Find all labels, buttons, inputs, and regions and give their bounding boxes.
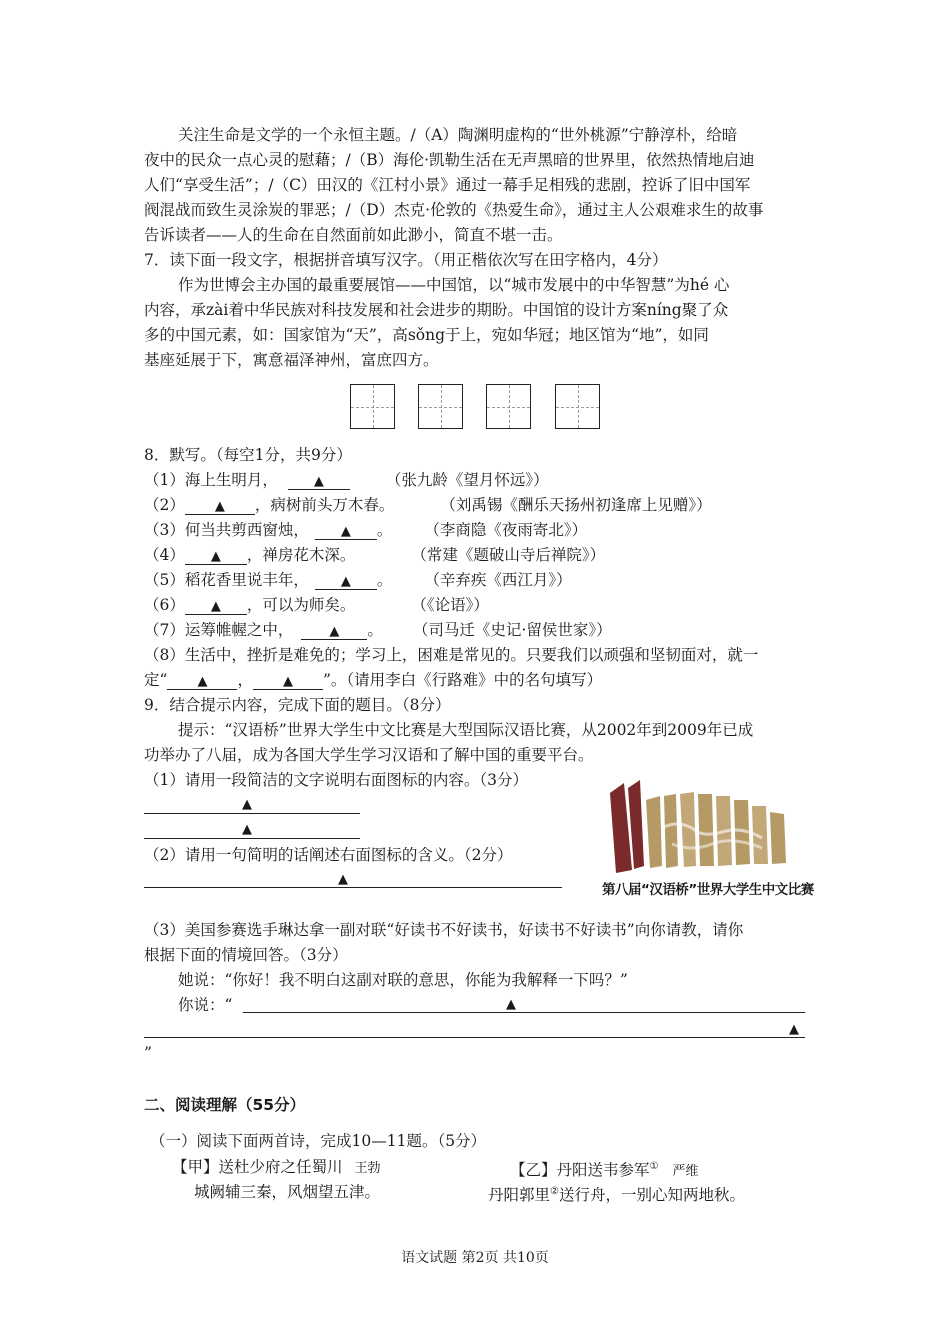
q7-line-1: 作为世博会主办国的最重要展馆——中国馆，以“城市发展中的中华智慧”为hé 心 (178, 276, 730, 294)
q9-sub-1: （1）请用一段简洁的文字说明右面图标的内容。（3分） (144, 771, 528, 789)
q8-item-7: （7）运筹帷幄之中， ▲ 。 （司马迁《史记·留侯世家》） (144, 621, 612, 639)
hanyuqiao-logo (602, 778, 812, 903)
item-number: （2） (144, 496, 185, 514)
answer-line[interactable] (144, 1037, 805, 1038)
q9-sub-3-line-2: 根据下面的情境回答。（3分） (144, 946, 348, 964)
answer-blank[interactable]: ▲ (301, 621, 367, 640)
q9-hint-line-2: 功举办了八届，成为各国大学生学习汉语和了解中国的重要平台。 (144, 746, 594, 764)
q9-you-said: 你说：“ (178, 996, 233, 1014)
section-2-part-1: （一）阅读下面两首诗，完成10—11题。（5分） (150, 1132, 487, 1150)
poem-a-line: 城阙辅三秦，风烟望五津。 (194, 1183, 381, 1201)
q6-line-4: 阀混战而致生灵涂炭的罪恶；/（D）杰克·伦敦的《热爱生命》，通过主人公艰难求生的故事 (144, 201, 764, 219)
answer-mark: ▲ (506, 997, 516, 1012)
item-number: （3） (144, 521, 185, 539)
item-number: （5） (144, 571, 185, 589)
poem-a-title: 【甲】送杜少府之任蜀川 王勃 (172, 1158, 381, 1176)
answer-line[interactable] (243, 1012, 805, 1013)
answer-blank[interactable]: ▲ (288, 471, 350, 490)
tianzige-box-3[interactable] (486, 384, 531, 429)
answer-blank[interactable]: ▲ (185, 546, 247, 565)
answer-line[interactable] (144, 813, 360, 814)
q8-title: 8．默写。（每空1分，共9分） (144, 446, 352, 464)
tianzige-box-4[interactable] (555, 384, 600, 429)
close-quote: ” (144, 1044, 152, 1062)
poem-a-author: 王勃 (354, 1161, 381, 1176)
q8-item-2: （2） ▲ ，病树前头万木春。 （刘禹锡《酬乐天扬州初逢席上见赠》） (144, 496, 712, 514)
q8-item-8-line-1: （8）生活中，挫折是难免的；学习上，困难是常见的。只要我们以顽强和坚韧面对，就一 (144, 646, 759, 664)
item-source: （辛弃疾《西江月》） (424, 571, 572, 589)
poem-b-title: 【乙】丹阳送韦参军① 严维 (510, 1161, 699, 1180)
item-source: （司马迁《史记·留侯世家》） (412, 621, 612, 639)
q9-sub-3-line-1: （3）美国参赛选手琳达拿一副对联“好读书不好读书，好读书不好读书”向你请教，请你 (144, 921, 744, 939)
q8-item-6: （6） ▲ ，可以为师矣。 （《论语》） (144, 596, 489, 614)
q8-item-1 (144, 469, 549, 491)
q8-item-3: （3）何当共剪西窗烛， ▲ 。 （李商隐《夜雨寄北》） (144, 521, 588, 539)
tianzige-box-1[interactable] (350, 384, 395, 429)
q6-line-5: 告诉读者——人的生命在自然面前如此渺小，简直不堪一击。 (144, 226, 563, 244)
answer-mark: ▲ (242, 797, 252, 812)
item-source: （《论语》） (411, 596, 489, 614)
answer-blank[interactable]: ▲ (253, 671, 323, 690)
q9-sub-2: （2）请用一句简明的话阐述右面图标的含义。（2分） (144, 846, 513, 864)
section-2-title: 二、阅读理解（55分） (144, 1096, 306, 1114)
answer-line[interactable] (144, 838, 360, 839)
item-number: （1） (144, 471, 185, 489)
q7-title: 7．读下面一段文字，根据拼音填写汉字。（用正楷依次写在田字格内，4分） (144, 251, 668, 269)
poem-b-line: 丹阳郭里②送行舟，一别心知两地秋。 (488, 1186, 745, 1205)
answer-blank[interactable]: ▲ (167, 671, 237, 690)
answer-line[interactable] (144, 887, 562, 888)
q8-item-4: （4） ▲ ，禅房花木深。 （常建《题破山寺后禅院》） (144, 546, 606, 564)
answer-mark: ▲ (338, 872, 348, 887)
item-source: （李商隐《夜雨寄北》） (424, 521, 588, 539)
q6-line-2: 夜中的民众一点心灵的慰藉；/（B）海伦·凯勒生活在无声黑暗的世界里，依然热情地启迪 (144, 151, 755, 169)
item-source: （张九龄《望月怀远》） (385, 471, 549, 489)
item-source: （刘禹锡《酬乐天扬州初逢席上见赠》） (440, 496, 712, 514)
q8-item-5: （5）稻花香里说丰年， ▲ 。 （辛弃疾《西江月》） (144, 571, 572, 589)
answer-blank[interactable]: ▲ (315, 521, 377, 540)
item-source: （常建《题破山寺后禅院》） (411, 546, 606, 564)
q6-line-1: 关注生命是文学的一个永恒主题。/（A）陶渊明虚构的“世外桃源”宁静淳朴，给暗 (178, 126, 738, 144)
answer-blank[interactable]: ▲ (185, 596, 247, 615)
tianzige-box-2[interactable] (418, 384, 463, 429)
answer-mark: ▲ (242, 822, 252, 837)
q9-hint-line-1: 提示：“汉语桥”世界大学生中文比赛是大型国际汉语比赛，从2002年到2009年已成 (178, 721, 754, 739)
q8-item-8-line-2: 定“ ▲ ， ▲ ”。（请用李白《行路难》中的名句填写） (144, 671, 603, 689)
q7-line-4: 基座延展于下，寓意福泽神州，富庶四方。 (144, 351, 439, 369)
q9-title: 9．结合提示内容，完成下面的题目。（8分） (144, 696, 451, 714)
q9-she-said: 她说：“你好！我不明白这副对联的意思，你能为我解释一下吗？” (178, 971, 628, 989)
q7-line-3: 多的中国元素，如：国家馆为“天”，高sǒng于上，宛如华冠；地区馆为“地”，如同 (144, 326, 709, 344)
answer-blank[interactable]: ▲ (315, 571, 377, 590)
item-number: （4） (144, 546, 185, 564)
page-footer: 语文试题 第2页 共10页 (401, 1250, 549, 1266)
item-pre: 海上生明月， (184, 471, 278, 489)
q7-line-2: 内容，承zài着中华民族对科技发展和社会进步的期盼。中国馆的设计方案níng聚了众 (144, 301, 729, 319)
answer-blank[interactable]: ▲ (185, 496, 255, 515)
q6-line-3: 人们“享受生活”；/（C）田汉的《江村小景》通过一幕手足相残的悲剧，控诉了旧中国军 (144, 176, 751, 194)
item-number: （7） (144, 621, 185, 639)
poem-b-author: 严维 (672, 1164, 699, 1180)
logo-caption: 第八届“汉语桥”世界大学生中文比赛 (602, 882, 814, 898)
item-number: （6） (144, 596, 185, 614)
answer-mark: ▲ (789, 1022, 799, 1037)
